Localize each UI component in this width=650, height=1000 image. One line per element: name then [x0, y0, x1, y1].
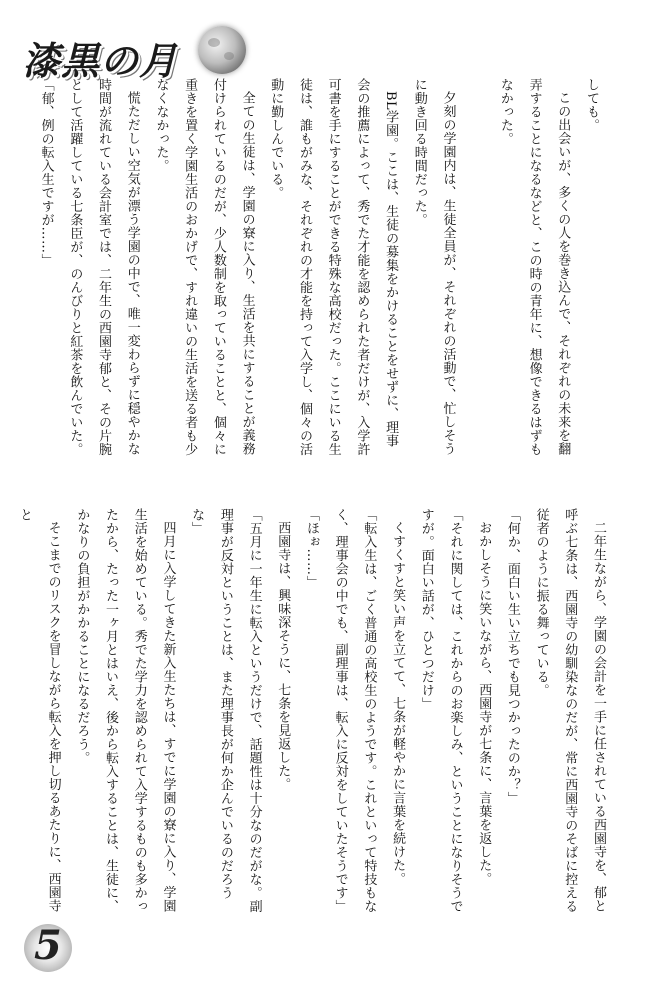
text-block-bottom [16, 508, 612, 918]
paragraph: 西園寺は、興味深そうに、七条を見返した。 [275, 521, 291, 791]
dialogue-line: 「五月に一年生に転入というだけで、話題性は十分なのだがな。副理事が反対ということは、また理事長が何か企んでいるのだろうな」 [189, 508, 262, 913]
paragraph: 慌ただしい空気が漂う学園の中で、唯一変わらずに穏やかな時間が流れている会計室では、二年生の西園寺郁と、その片腕として活躍している七条臣が、のんびりと紅茶を飲んでいた。 [67, 78, 140, 456]
paragraph: 全ての生徒は、学園の寮に入り、生活を共にすることが義務付けられているのだが、少人数制を取っていることと、個々に重きを置く学園生活のおかげで、すれ違いの生活を送る者も少なくなかった。 [153, 78, 255, 456]
dialogue-line: 「郁、例の転入生ですが……」 [38, 78, 54, 267]
paragraph: そこまでのリスクを冒しながら転入を押し切るあたりに、西園寺と [16, 508, 61, 913]
page-number: 5 [34, 922, 62, 969]
paragraph-spacer [461, 78, 490, 458]
dialogue-line: 「何か、面白い生い立ちでも見つかったのか？」 [504, 508, 520, 805]
page-number-badge [18, 918, 76, 978]
moon-icon [198, 26, 246, 74]
dialogue-line: 「ほぉ……」 [303, 508, 319, 589]
paragraph: しても。 [584, 78, 599, 132]
paragraph: 四月に入学してきた新入生たちは、すでに学園の寮に入り、学園生活を始めている。秀でた学力を認められて入学するものも多かったから、たった一ヶ月とはいえ、後から転入することは、生徒に、かなりの負担がかかることになるだろう。 [74, 508, 176, 913]
text-block-top [38, 78, 605, 458]
paragraph: くすくすと笑い声を立てて、七条が軽やかに言葉を続けた。 [390, 521, 406, 886]
dialogue-line: 「それに関しては、これからのお楽しみ、ということになりそうですが。面白い話が、ひとつだけ」 [418, 508, 463, 913]
paragraph: この出会いが、多くの人を巻き込んで、それぞれの未来を翻弄することになるなどと、この時の青年に、想像できるはずもなかった。 [497, 78, 571, 456]
paragraph: おかしそうに笑いながら、西園寺が七条に、言葉を返した。 [476, 521, 492, 886]
dialogue-line: 「転入生は、ごく普通の高校生のようです。これといって特技もなく、理事会の中でも、副理事は、転入に反対をしていたそうです」 [332, 508, 377, 913]
paragraph: 夕刻の学園内は、生徒全員が、それぞれの活動で、忙しそうに動き回る時間だった。 [411, 78, 456, 456]
paragraph: 二年生ながら、学園の会計を一手に任されている西園寺を、郁と呼ぶ七条は、西園寺の幼馴染なのだが、常に西園寺のそばに控える従者のように振る舞っている。 [533, 508, 606, 913]
page-title: 漆黒の月 [22, 39, 179, 83]
paragraph: BL学園。ここは、生徒の募集をかけることをせずに、理事会の推薦によって、秀でた才能を認められた者だけが、入学許可書を手にすることができる特殊な高校だった。ここにいる生徒は、誰もがみな、それぞれの才能を持って入学し、個々の活動に勤しんでいる。 [268, 78, 399, 456]
